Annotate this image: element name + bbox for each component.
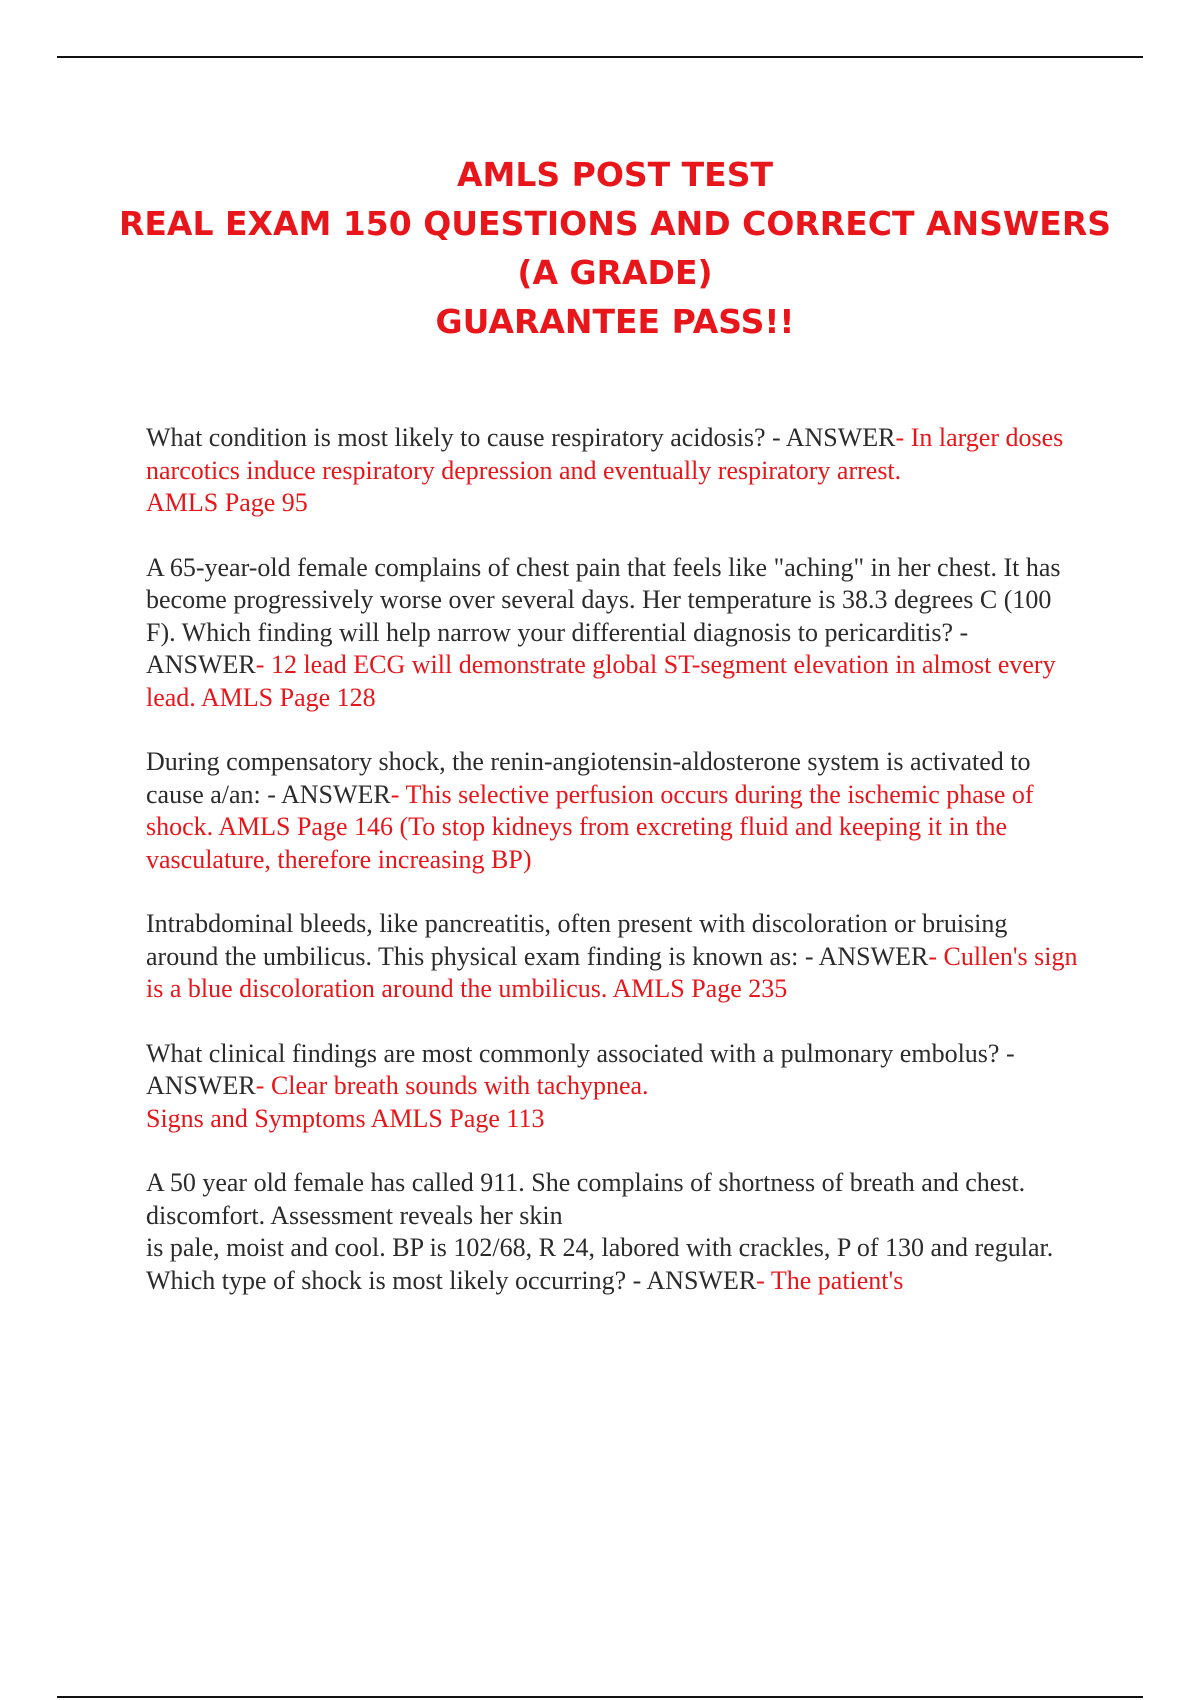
answer-reference: Signs and Symptoms AMLS Page 113: [146, 1103, 545, 1133]
qa-list: [146, 422, 1086, 1329]
title-line-4: GUARANTEE PASS!!: [435, 302, 795, 341]
title-line-2: REAL EXAM 150 QUESTIONS AND CORRECT ANSWERS: [118, 204, 1112, 243]
question-text-continued: is pale, moist and cool. BP is 102/68, R 24, labored with crackles, P of 130 and regular. Which type of shock is most likely occurring? - ANSWER: [146, 1233, 1054, 1295]
answer-reference: AMLS Page 95: [146, 488, 308, 517]
bottom-rule: [57, 1696, 1143, 1698]
qa-item-1: [146, 422, 1086, 520]
question-text: Intrabdominal bleeds, like pancreatitis, often present with discoloration or bruising around the umbilicus. This physical exam finding is known as: - ANSWER: [146, 909, 1008, 971]
question-text: A 65-year-old female complains of chest pain that feels like "aching" in her chest. It has become progressively worse over several days. Her temperature is 38.3 degrees C (100 F). Which finding will help narrow your differential diagnosis to pericarditis? - ANSWER: [146, 552, 1061, 679]
answer-text: - The patient's: [756, 1265, 904, 1295]
title-line-3: (A GRADE): [517, 253, 713, 292]
answer-text: - Clear breath sounds with tachypnea.: [255, 1071, 649, 1100]
qa-item-2: [146, 552, 1086, 715]
answer-text: - Cullen's sign is a blue discoloration around the umbilicus. AMLS Page 235: [146, 941, 1078, 1003]
qa-item-3: [146, 746, 1086, 876]
qa-item-6: [146, 1167, 1086, 1297]
question-text: What clinical findings are most commonly associated with a pulmonary embolus? - ANSWER: [146, 1038, 1015, 1100]
question-text: What condition is most likely to cause respiratory acidosis? - ANSWER: [146, 423, 896, 452]
answer-text: - In larger doses narcotics induce respiratory depression and eventually respiratory arrest.: [146, 423, 1064, 485]
title-line-1: AMLS POST TEST: [457, 155, 773, 194]
document-title: [60, 150, 1170, 346]
qa-item-4: [146, 908, 1086, 1006]
answer-text: - 12 lead ECG will demonstrate global ST-segment elevation in almost every lead. AMLS Page 128: [146, 650, 1056, 712]
top-rule: [57, 56, 1143, 58]
answer-text: - This selective perfusion occurs during the ischemic phase of shock. AMLS Page 146 (To stop kidneys from excreting fluid and keeping it in the vasculature, therefore increasing BP): [146, 779, 1034, 874]
qa-item-5: [146, 1038, 1086, 1136]
question-text: A 50 year old female has called 911. She complains of shortness of breath and chest. discomfort. Assessment reveals her skin: [146, 1168, 1026, 1230]
question-text: During compensatory shock, the renin-angiotensin-aldosterone system is activated to cause a/an: - ANSWER: [146, 747, 1031, 809]
